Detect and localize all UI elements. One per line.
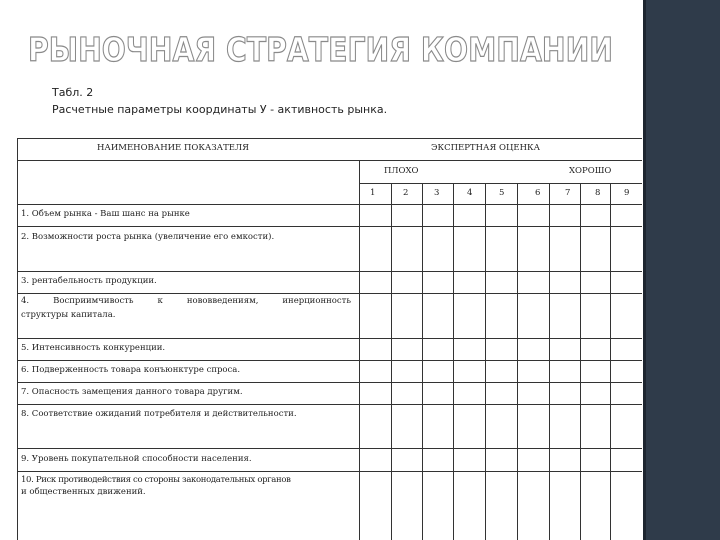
row4-word: Восприимчивость xyxy=(53,296,134,306)
score-3: 3 xyxy=(434,188,440,198)
table-caption: Расчетные параметры координаты У - активность рынка. xyxy=(52,103,388,116)
header-indicator: НАИМЕНОВАНИЕ ПОКАЗАТЕЛЯ xyxy=(97,143,249,153)
slide-title xyxy=(28,26,628,76)
score-6: 6 xyxy=(535,188,541,198)
scale-good-label: ХОРОШО xyxy=(569,166,612,176)
scale-bad-label: ПЛОХО xyxy=(384,166,419,176)
header-rating: ЭКСПЕРТНАЯ ОЦЕНКА xyxy=(431,143,541,153)
table-label: Табл. 2 xyxy=(52,86,94,99)
row-label-8: 8. Соответствие ожиданий потребителя и действительности. xyxy=(21,409,297,419)
row-label-6: 6. Подверженность товара конъюнктуре спроса. xyxy=(21,365,241,375)
row-label-3: 3. рентабельность продукции. xyxy=(21,276,157,286)
row-label-7: 7. Опасность замещения данного товара другим. xyxy=(21,387,243,397)
side-accent-panel xyxy=(643,0,720,540)
row-label-4 xyxy=(21,296,351,321)
row-label-10-line1: 10. Риск противодействия со стороны законодательных органов xyxy=(21,475,291,485)
row-label-10-line2: и общественных движений. xyxy=(21,487,146,497)
score-5: 5 xyxy=(499,188,505,198)
row-label-4-line2: структуры капитала. xyxy=(21,310,116,320)
row4-word: нововведениям, xyxy=(186,296,259,306)
table-caption-block xyxy=(52,84,387,118)
score-7: 7 xyxy=(565,188,571,198)
score-9: 9 xyxy=(624,188,630,198)
row4-word: к xyxy=(157,296,163,306)
row-label-10 xyxy=(21,475,356,498)
row-label-2: 2. Возможности роста рынка (увеличение его емкости). xyxy=(21,232,275,242)
slide-title-text: РЫНОЧНАЯ СТРАТЕГИЯ КОМПАНИИ xyxy=(28,30,613,69)
score-8: 8 xyxy=(595,188,601,198)
row-label-1: 1. Объем рынка - Ваш шанс на рынке xyxy=(21,209,190,219)
row-label-9: 9. Уровень покупательной способности населения. xyxy=(21,454,252,464)
rating-table xyxy=(17,138,642,540)
row-label-5: 5. Интенсивность конкуренции. xyxy=(21,343,166,353)
row-label-4-line1 xyxy=(21,296,351,307)
score-1: 1 xyxy=(370,188,376,198)
row4-word: инерционность xyxy=(282,296,351,306)
score-4: 4 xyxy=(467,188,473,198)
row4-word: 4. xyxy=(21,296,30,306)
score-2: 2 xyxy=(403,188,409,198)
